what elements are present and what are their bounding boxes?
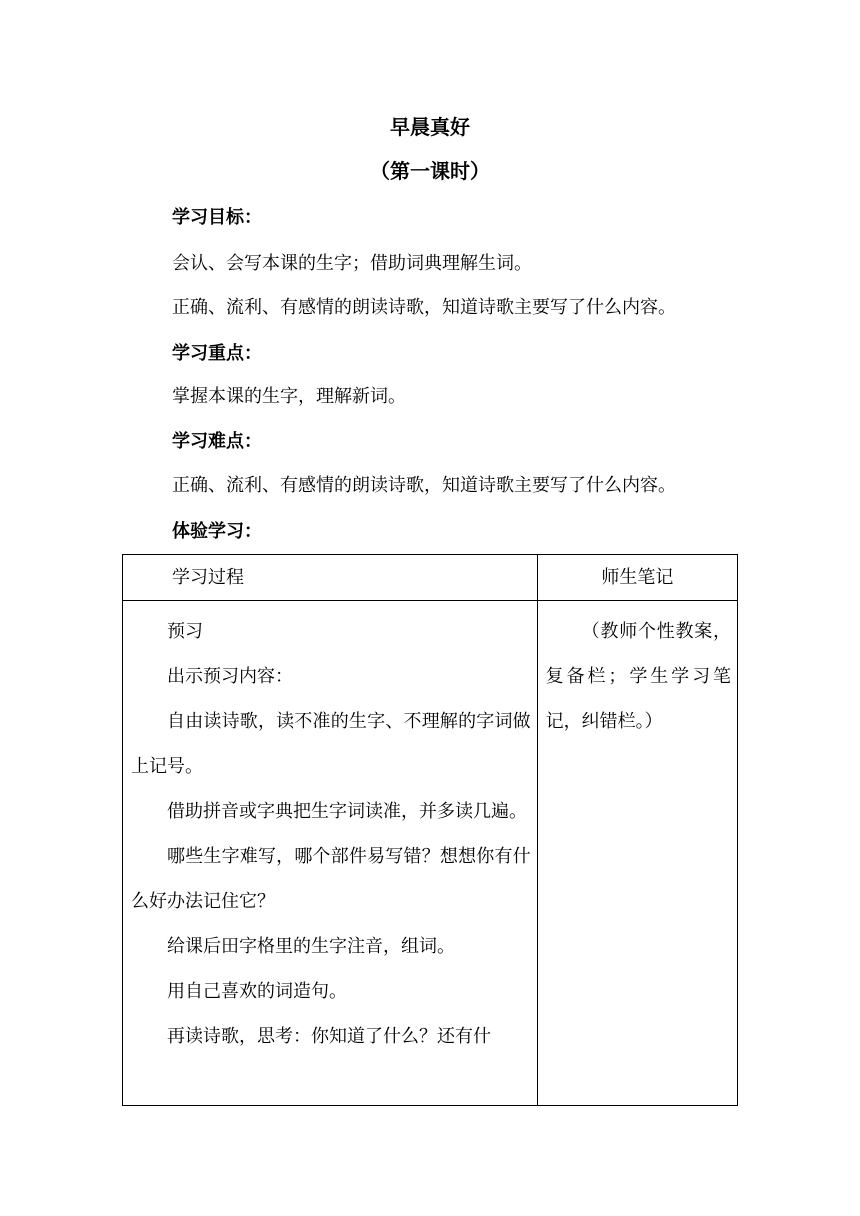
notes-cell: （教师个性教案，复备栏；学生学习笔记，纠错栏。） <box>537 601 737 1106</box>
document-title: 早晨真好 <box>390 115 470 139</box>
experience-heading: 体验学习： <box>172 521 262 542</box>
process-line: 哪些生字难写，哪个部件易写错？想想你有什么好办法记住它？ <box>131 846 531 912</box>
process-line: 再读诗歌，思考：你知道了什么？还有什 <box>167 1026 491 1047</box>
document-subtitle: （第一课时） <box>370 159 490 183</box>
table-header-process: 学习过程 <box>123 555 538 601</box>
table-row <box>123 601 738 1106</box>
process-line: 出示预习内容： <box>167 666 293 687</box>
objectives-heading: 学习目标： <box>172 207 262 228</box>
difficulties-heading: 学习难点： <box>172 431 262 452</box>
table-header-notes: 师生笔记 <box>537 555 737 601</box>
key-points-heading: 学习重点： <box>172 343 262 364</box>
objective-item: 正确、流利、有感情的朗读诗歌，知道诗歌主要写了什么内容。 <box>172 297 676 318</box>
process-line: 给课后田字格里的生字注音，组词。 <box>167 936 455 957</box>
difficulties-text: 正确、流利、有感情的朗读诗歌，知道诗歌主要写了什么内容。 <box>172 475 676 496</box>
process-cell <box>123 601 538 1106</box>
table-header-row <box>123 555 738 601</box>
learning-table <box>122 554 738 1106</box>
process-line: 自由读诗歌，读不准的生字、不理解的字词做上记号。 <box>131 711 531 777</box>
objective-item: 会认、会写本课的生字；借助词典理解生词。 <box>172 253 532 274</box>
key-points-text: 掌握本课的生字，理解新词。 <box>172 386 406 407</box>
process-line: 预习 <box>167 621 203 642</box>
process-line: 借助拼音或字典把生字词读准，并多读几遍。 <box>167 801 527 822</box>
process-line: 用自己喜欢的词造句。 <box>167 981 347 1002</box>
